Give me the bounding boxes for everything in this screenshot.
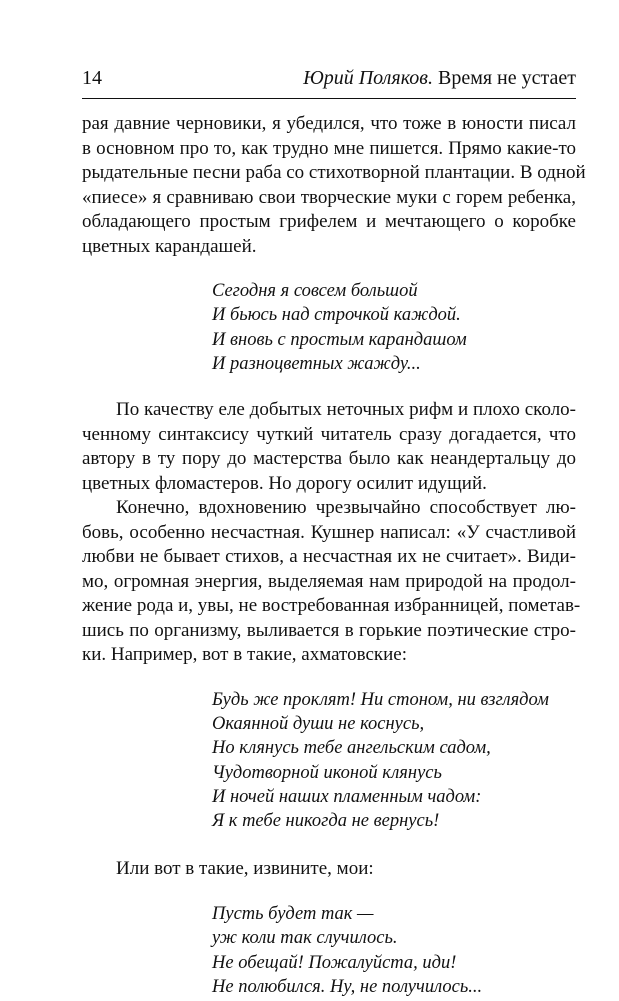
verse-line: Не обещай! Пожалуйста, иди!: [212, 952, 457, 973]
verse-line: уж коли так случилось.: [212, 928, 398, 949]
page-number: 14: [82, 67, 102, 89]
verse-line: И бьюсь над строчкой каждой.: [212, 305, 461, 326]
running-book-title: Время не устает: [437, 67, 576, 89]
text-line: Или вот в такие, извините, мои:: [116, 858, 374, 880]
verse-line: Пусть будет так —: [212, 903, 374, 924]
verse-stanza: [212, 688, 576, 834]
text-line: рая давние черновики, я убедился, что тоже в юности писал: [82, 113, 576, 134]
text-line: шись по организму, выливается в горькие поэтические стро-: [82, 619, 576, 641]
verse-stanza: [212, 902, 576, 999]
header-rule: [82, 98, 576, 99]
verse-stanza: [212, 279, 576, 376]
text-line: рыдательные песни раба со стихотворной плантации. В одной: [82, 162, 586, 183]
text-line: «пиесе» я сравниваю свои творческие муки с горем ребенка,: [82, 186, 576, 208]
verse-line: Окаянной души не коснусь,: [212, 713, 425, 734]
verse-line: Я к тебе никогда не вернусь!: [212, 811, 440, 832]
running-title: [303, 66, 576, 90]
paragraph: [82, 496, 581, 668]
text-line: в основном про то, как трудно мне пишется. Прямо какие-то: [82, 137, 576, 159]
body-text: [82, 112, 586, 999]
text-line: обладающего простым грифелем и мечтающего о коробке: [82, 211, 576, 232]
paragraph: [82, 398, 576, 496]
verse-line: И вновь с простым карандашом: [212, 329, 467, 350]
text-line: цветных карандашей.: [82, 235, 257, 257]
paragraph: [82, 857, 576, 882]
running-author: Юрий Поляков.: [303, 67, 433, 89]
verse-line: Сегодня я совсем большой: [212, 281, 418, 301]
verse-line: Будь же проклят! Ни стоном, ни взглядом: [212, 689, 549, 710]
verse-line: И разноцветных жажду...: [212, 353, 421, 374]
text-line: Конечно, вдохновению чрезвычайно способствует лю-: [116, 497, 576, 519]
text-line: жение рода и, увы, не востребованная избранницей, пометав-: [82, 595, 581, 617]
paragraph: [82, 112, 586, 259]
text-line: ки. Например, вот в такие, ахматовские:: [82, 644, 407, 666]
text-line: автору в ту пору до мастерства было как неандертальцу до: [82, 448, 576, 470]
verse-line: Не полюбился. Ну, не получилось...: [212, 976, 483, 997]
verse-line: Но клянусь тебе ангельским садом,: [212, 738, 491, 759]
verse-line: Чудотворной иконой клянусь: [212, 762, 442, 783]
text-line: мо, огромная энергия, выделяемая нам природой на продол-: [82, 570, 576, 592]
text-line: бовь, особенно несчастная. Кушнер написал: «У счастливой: [82, 521, 576, 543]
text-line: любви не бывает стихов, а несчастная их не считает». Види-: [82, 546, 576, 568]
text-line: цветных фломастеров. Но дорогу осилит идущий.: [82, 472, 487, 494]
verse-line: И ночей наших пламенным чадом:: [212, 786, 482, 807]
text-line: По качеству еле добытых неточных рифм и плохо сколо-: [116, 399, 576, 421]
text-line: ченному синтаксису чуткий читатель сразу догадается, что: [82, 423, 576, 445]
